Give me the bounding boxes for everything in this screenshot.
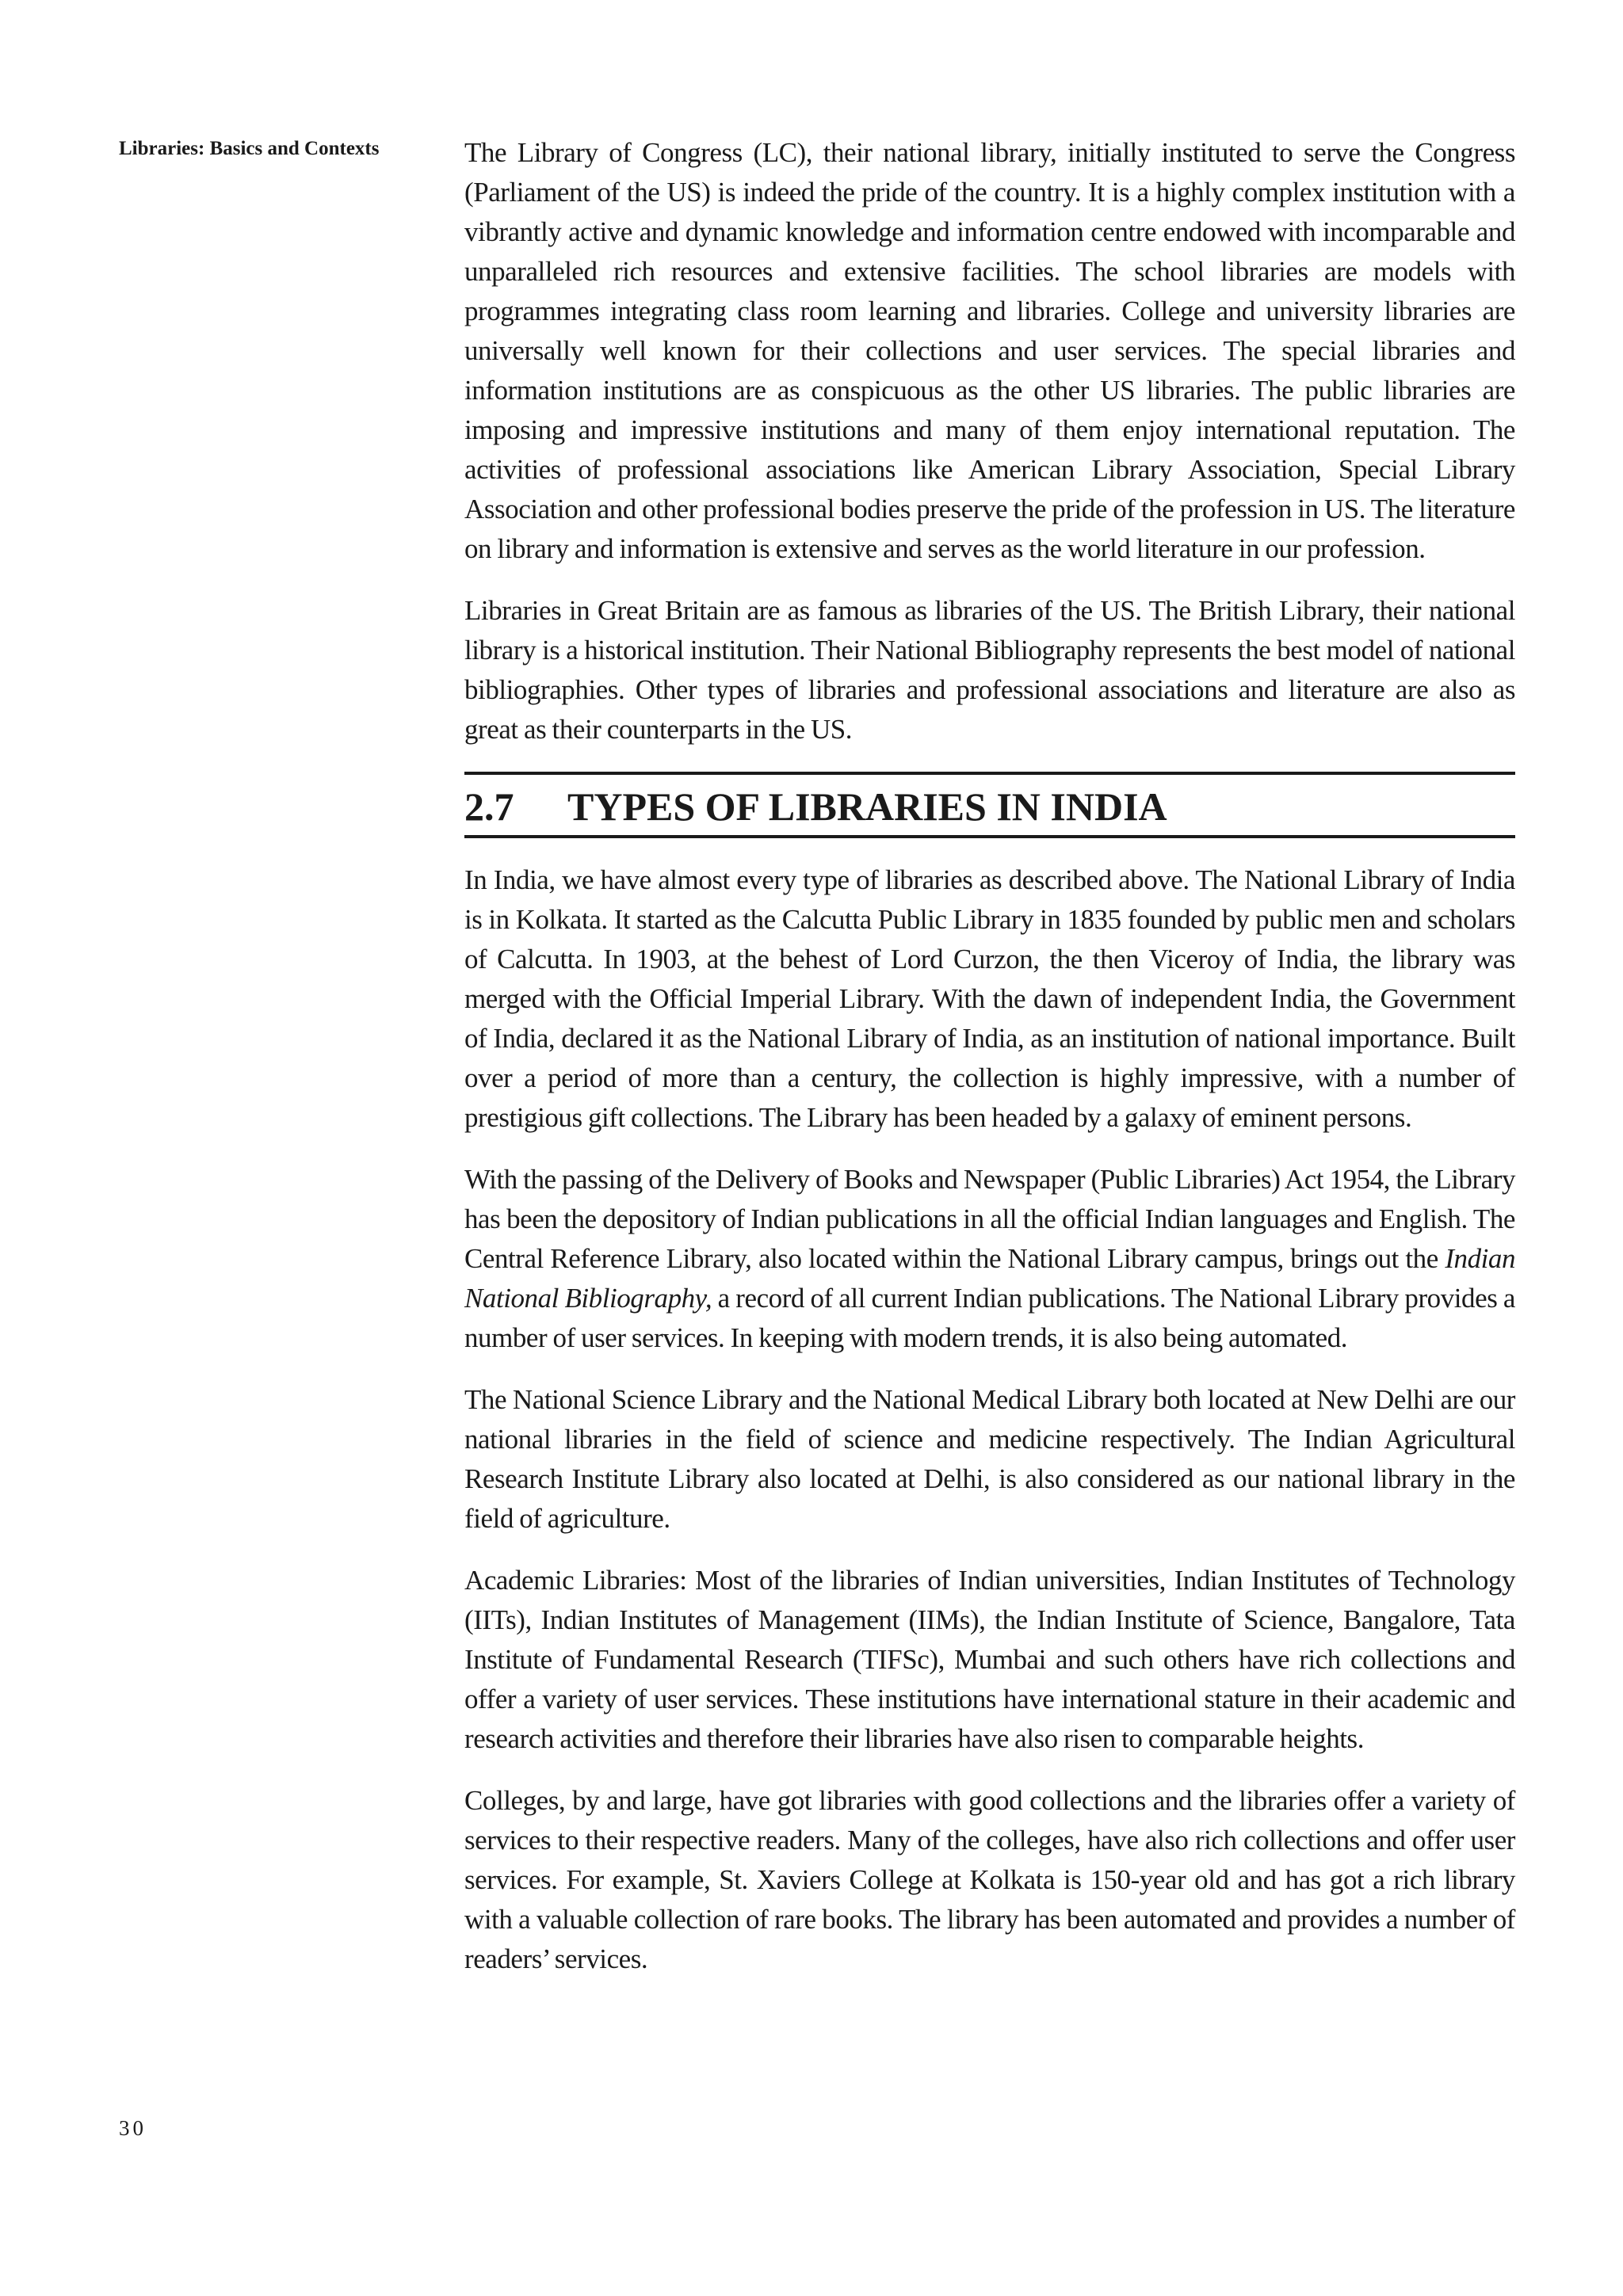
paragraph-delivery-of-books-act <box>464 1160 1515 1358</box>
paragraph-great-britain: Libraries in Great Britain are as famous as libraries of the US. The British Library, their national library is a historical institution. Their National Bibliography represents the best model of national bibliographies. Other types of libraries and professional associations and literature are also as great as their counterparts in the US. <box>464 595 1515 745</box>
section-number: 2.7 <box>464 784 514 829</box>
section-heading <box>464 772 1515 838</box>
page-number: 30 <box>119 2116 147 2140</box>
paragraph-library-of-congress: The Library of Congress (LC), their national library, initially instituted to serve the Congress (Parliament of the US) is indeed the pride of the country. It is a highly complex institution with a vibrantly active and dynamic knowledge and information centre endowed with incomparable and unparalleled rich resources and extensive facilities. The school libraries are models with programmes integrating class room learning and libraries. College and university libraries are universally well known for their collections and user services. The special libraries and information institutions are as conspicuous as the other US libraries. The public libraries are imposing and impressive institutions and many of them enjoy international reputation. The activities of professional associations like American Library Association, Special Library Association and other professional bodies preserve the pride of the profession in US. The literature on library and information is extensive and serves as the world literature in our profession. <box>464 137 1515 564</box>
section-title: TYPES OF LIBRARIES IN INDIA <box>567 784 1167 829</box>
italic-title: Indian National Bibliography, <box>464 1243 1515 1314</box>
paragraph-text: With the passing of the Delivery of Books and Newspaper (Public Libraries) Act 1954, the Library has been the depository of Indian publications in all the official Indian languages and English. The Central Reference Library, also located within the National Library campus, brings out the <box>464 1164 1515 1274</box>
paragraph-science-medical-libraries: The National Science Library and the National Medical Library both located at New Delhi are our national libraries in the field of science and medicine respectively. The Indian Agricultural Research Institute Library also located at Delhi, is also considered as our national library in the field of agriculture. <box>464 1384 1515 1534</box>
paragraph-college-libraries: Colleges, by and large, have got libraries with good collections and the libraries offer a variety of services to their respective readers. Many of the colleges, have also rich collections and offer user services. For example, St. Xaviers College at Kolkata is 150-year old and has got a rich library with a valuable collection of rare books. The library has been automated and provides a number of readers’ services. <box>464 1785 1515 1974</box>
paragraph-national-library-india: In India, we have almost every type of libraries as described above. The National Library of India is in Kolkata. It started as the Calcutta Public Library in 1835 founded by public men and scholars of Calcutta. In 1903, at the behest of Lord Curzon, the then Viceroy of India, the library was merged with the Official Imperial Library. With the dawn of independent India, the Government of India, declared it as the National Library of India, as an institution of national importance. Built over a period of more than a century, the collection is highly impressive, with a number of prestigious gift collections. The Library has been headed by a galaxy of eminent persons. <box>464 864 1515 1133</box>
paragraph-text: a record of all current Indian publications. The National Library provides a number of user services. In keeping with modern trends, it is also being automated. <box>464 1283 1515 1353</box>
running-head: Libraries: Basics and Contexts <box>119 138 380 159</box>
paragraph-academic-libraries: Academic Libraries: Most of the libraries of Indian universities, Indian Institutes of Technology (IITs), Indian Institutes of Management (IIMs), the Indian Institute of Science, Bangalore, Tata Institute of Fundamental Research (TIFSc), Mumbai and such others have rich collections and offer a variety of user services. These institutions have international stature in their academic and research activities and therefore their libraries have also risen to comparable heights. <box>464 1565 1515 1754</box>
main-content <box>464 133 1515 2001</box>
